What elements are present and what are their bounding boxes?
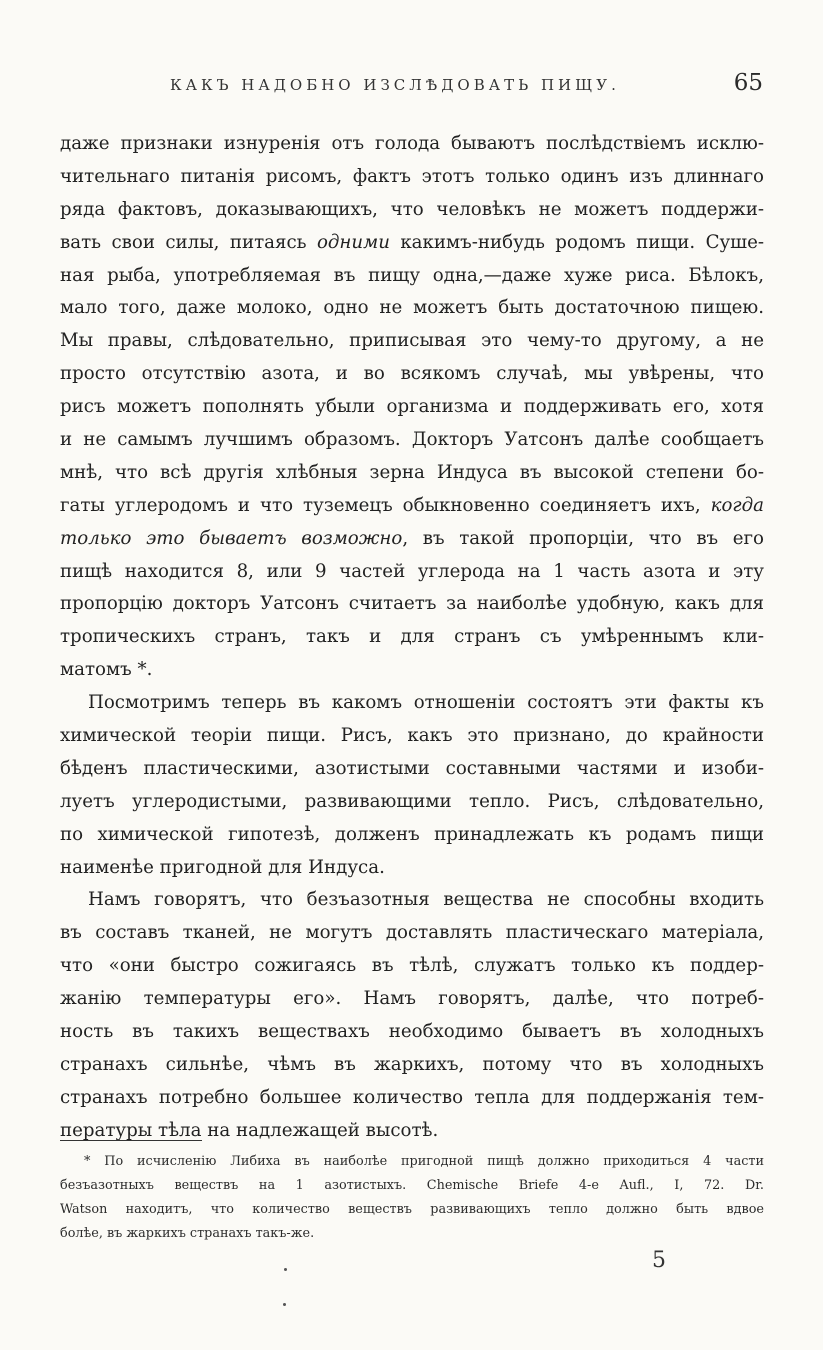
text-line: [60, 227, 764, 260]
text-line: въ составъ тканей, не могутъ доставлять пластическаго матеріала,: [60, 922, 764, 944]
signature-mark: 5: [652, 1248, 666, 1273]
text-line: рисъ можетъ пополнять убыли организма и поддерживать его, хотя: [60, 396, 764, 418]
text-line: странахъ сильнѣе, чѣмъ въ жаркихъ, потому что въ холодныхъ: [60, 1053, 764, 1075]
text-line: по химической гипотезѣ, долженъ принадлежать къ родамъ пищи: [60, 823, 764, 845]
speck: [283, 1303, 286, 1306]
text-run: гаты углеродомъ и что туземецъ обыкновенно соединяетъ ихъ,: [60, 494, 711, 516]
text-line: мало того, даже молоко, одно не можетъ быть достаточною пищею.: [60, 297, 764, 319]
page-header: [60, 70, 763, 102]
text-line: что «они быстро сожигаясь въ тѣлѣ, служатъ только къ поддер-: [60, 955, 764, 977]
footnote: [60, 1150, 764, 1246]
footnote-line: безъазотныхъ веществъ на 1 азотистыхъ. Chemische Briefe 4-e Aufl., I, 72. Dr.: [60, 1178, 764, 1193]
speck: [284, 1268, 287, 1271]
text-line: ряда фактовъ, доказывающихъ, что человѣкъ не можетъ поддержи-: [60, 198, 764, 220]
text-line: мнѣ, что всѣ другія хлѣбныя зерна Индуса въ высокой степени бо-: [60, 461, 764, 483]
text-line: жанію температуры его». Намъ говорятъ, далѣе, что потреб-: [60, 988, 764, 1010]
text-line: Посмотримъ теперь въ какомъ отношеніи состоятъ эти факты къ: [88, 692, 764, 714]
text-line: химической теоріи пищи. Рисъ, какъ это признано, до крайности: [60, 725, 764, 747]
text-line: Мы правы, слѣдовательно, приписывая это чему-то другому, а не: [60, 330, 764, 352]
text-line: и не самымъ лучшимъ образомъ. Докторъ Уатсонъ далѣе сообщаетъ: [60, 429, 764, 451]
text-line: просто отсутствію азота, и во всякомъ случаѣ, мы увѣрены, что: [60, 363, 764, 385]
text-line: наименѣе пригодной для Индуса.: [60, 856, 385, 878]
text-line: пературы тѣла на надлежащей высотѣ.: [60, 1119, 439, 1141]
text-line: [60, 523, 764, 556]
emphasis-text: только это бываетъ возможно: [60, 527, 403, 549]
text-line: ность въ такихъ веществахъ необходимо бываетъ въ холодныхъ: [60, 1021, 764, 1043]
running-title: КАКЪ НАДОБНО ИЗСЛѢДОВАТЬ ПИЩУ.: [170, 76, 620, 94]
text-line: чительнаго питанія рисомъ, фактъ этотъ только одинъ изъ длиннаго: [60, 165, 764, 187]
text-line: луетъ углеродистыми, развивающими тепло. Рисъ, слѣдовательно,: [60, 790, 764, 812]
footnote-divider: [60, 1140, 202, 1141]
page-number: 65: [733, 70, 763, 96]
footnote-line: * По исчисленію Либиха въ наиболѣе пригодной пищѣ должно приходиться 4 части: [84, 1154, 764, 1169]
text-line: бѣденъ пластическими, азотистыми составными частями и изоби-: [60, 757, 764, 779]
text-run: , въ такой пропорціи, что въ его: [402, 527, 764, 549]
text-line: странахъ потребно большее количество тепла для поддержанія тем-: [60, 1086, 764, 1108]
text-line: ная рыба, употребляемая въ пищу одна,—даже хуже риса. Бѣлокъ,: [60, 264, 764, 286]
text-run: вать свои силы, питаясь: [60, 231, 317, 253]
text-line: пищѣ находится 8, или 9 частей углерода на 1 часть азота и эту: [60, 560, 764, 582]
emphasis-text: одними: [316, 231, 390, 253]
text-line: пропорцію докторъ Уатсонъ считаетъ за наиболѣе удобную, какъ для: [60, 593, 764, 615]
text-line: даже признаки изнуренія отъ голода бываютъ послѣдствіемъ исклю-: [60, 133, 764, 154]
text-line: [60, 490, 764, 523]
text-line: тропическихъ странъ, такъ и для странъ съ умѣреннымъ кли-: [60, 626, 764, 648]
main-text: [60, 128, 764, 1148]
text-run: какимъ-нибудь родомъ пищи. Суше-: [389, 231, 764, 253]
footnote-line: Watson находитъ, что количество веществъ развивающихъ тепло должно быть вдвое: [60, 1202, 764, 1217]
text-line: Намъ говорятъ, что безъазотныя вещества не способны входить: [88, 889, 764, 911]
emphasis-text: когда: [710, 494, 764, 516]
text-line: матомъ *.: [60, 659, 153, 681]
footnote-line: болѣе, въ жаркихъ странахъ такъ-же.: [60, 1226, 315, 1241]
